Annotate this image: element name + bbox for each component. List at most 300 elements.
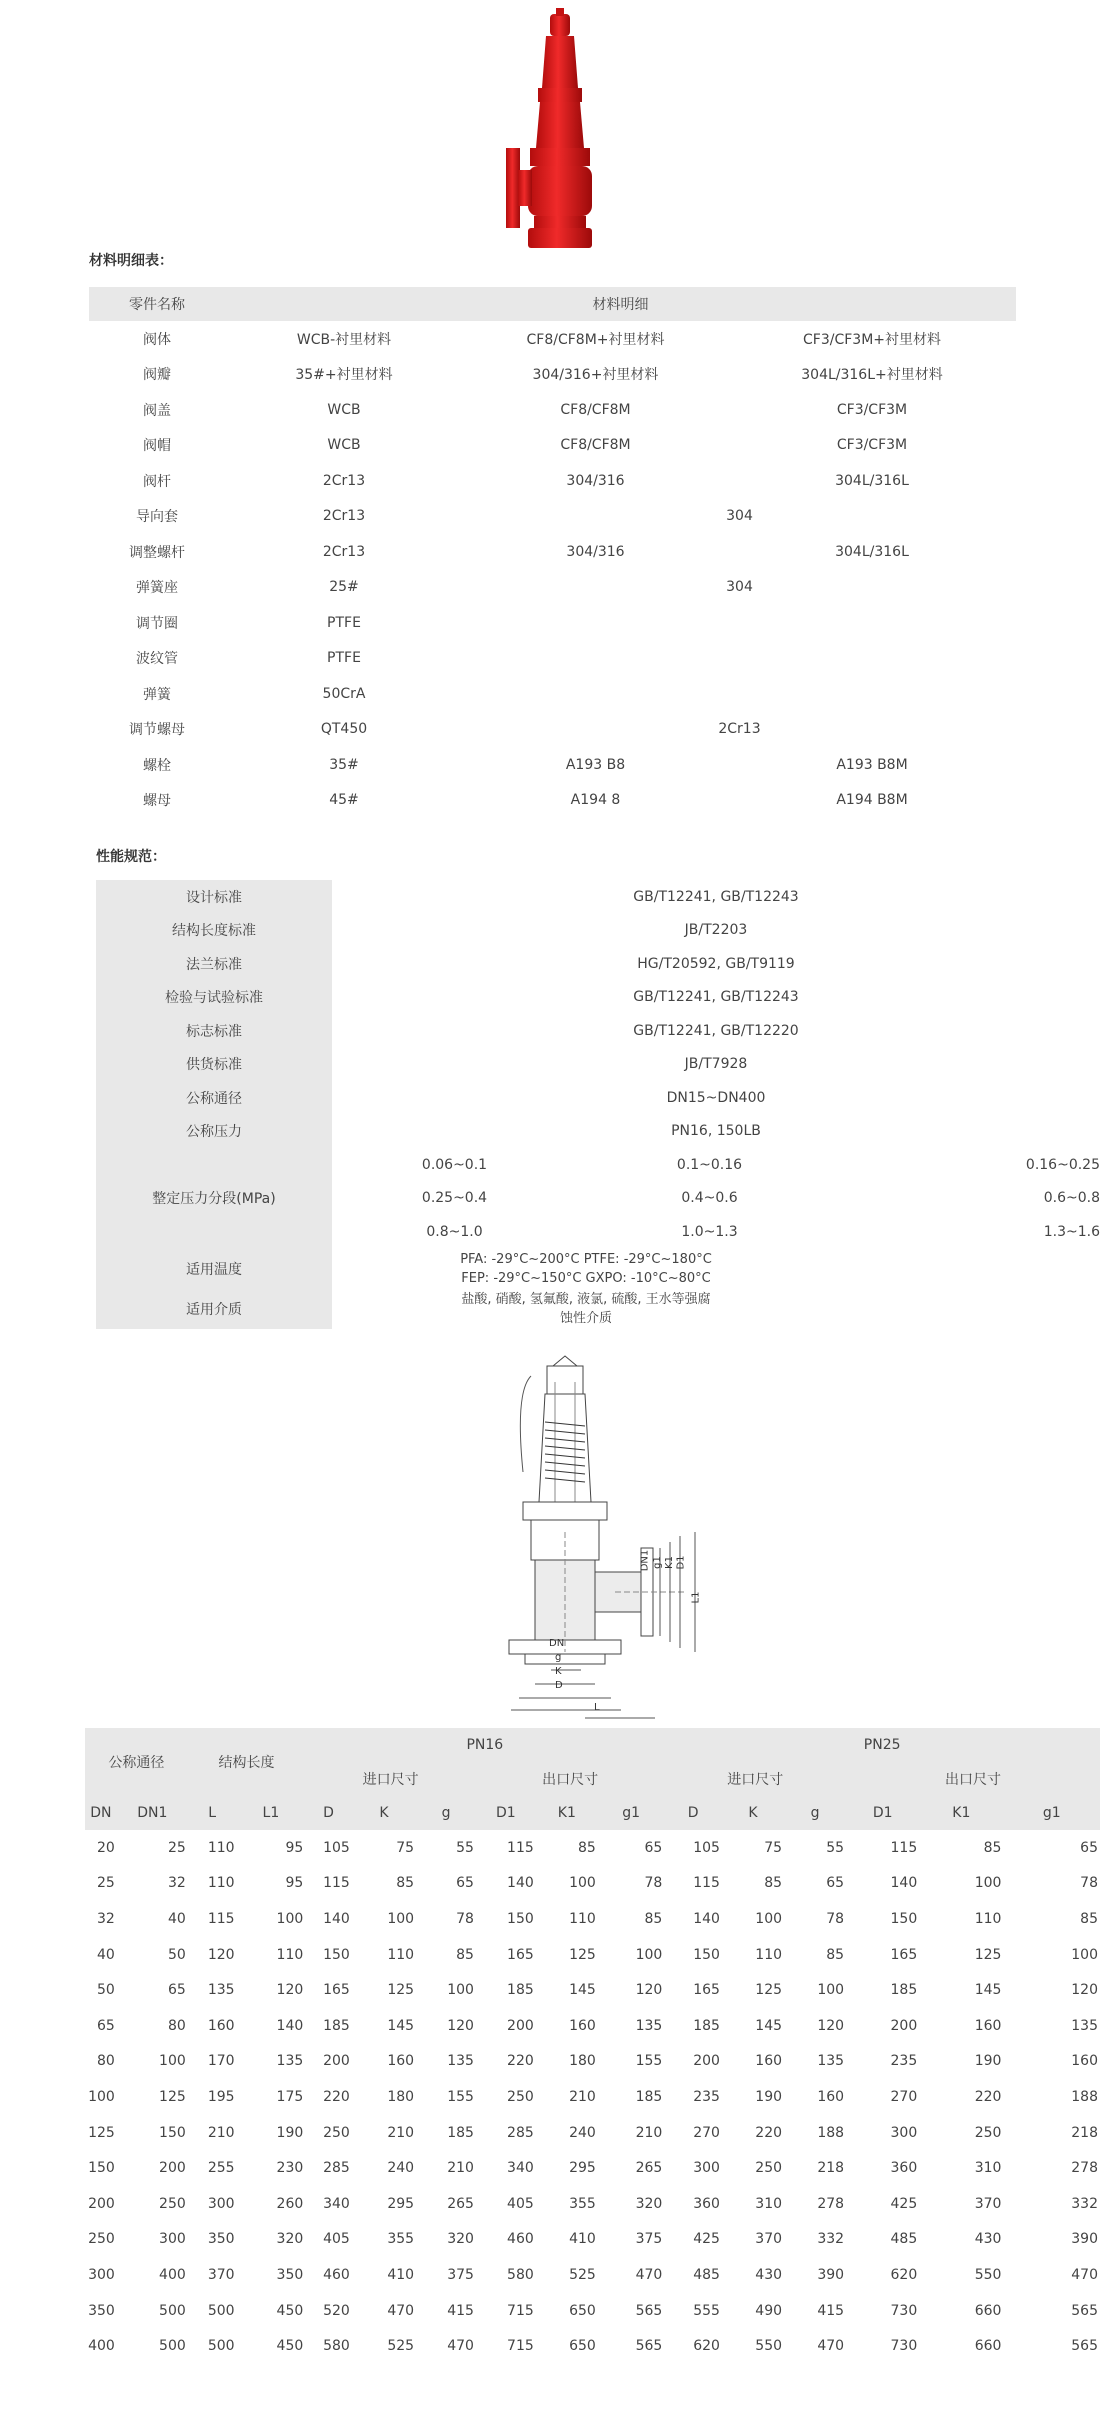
table-cell: 55 (826, 1839, 845, 1856)
column-header: K1 (536, 1796, 598, 1830)
table-cell: 165 (323, 1982, 350, 1999)
table-cell: 430 (974, 2231, 1002, 2248)
header-material-detail: 材料明细 (225, 287, 1016, 321)
table-cell: 78 (644, 1875, 663, 1892)
table-cell: 285 (323, 2160, 350, 2177)
table-cell: 715 (507, 2338, 534, 2355)
table-cell: 350 (207, 2231, 235, 2248)
table-cell: 210 (447, 2160, 474, 2177)
table-cell: 200 (890, 2017, 918, 2034)
table-cell: 520 (323, 2302, 350, 2319)
table-cell: 135 (207, 1982, 235, 1999)
table-cell: 460 (507, 2231, 534, 2248)
table-row: 阀杆 2Cr13 304/316 304L/316L (143, 472, 909, 490)
table-cell: 110 (276, 1946, 304, 1963)
table-cell: 125 (88, 2124, 115, 2141)
table-cell: 200 (159, 2160, 186, 2177)
column-header: g (784, 1796, 846, 1830)
table-cell: 155 (447, 2088, 474, 2105)
table-row (85, 2222, 1100, 2258)
table-cell: 65 (1080, 1839, 1098, 1856)
table-cell: 135 (635, 2017, 663, 2034)
table-cell: 190 (755, 2088, 783, 2105)
table-row (85, 2293, 1100, 2329)
column-header: D1 (476, 1796, 536, 1830)
table-cell: 565 (635, 2338, 663, 2355)
table-cell: 240 (387, 2160, 415, 2177)
table-cell: 50 (97, 1982, 115, 1999)
table-cell: 235 (890, 2053, 918, 2070)
table-cell: 160 (974, 2017, 1002, 2034)
column-header: D (664, 1796, 722, 1830)
table-cell: 80 (97, 2053, 115, 2070)
table-row: 结构长度标准 JB/T2203 (96, 914, 1100, 948)
table-cell: 180 (569, 2053, 596, 2070)
drawing-label-dn1: DN1 (639, 1549, 651, 1572)
table-cell: 660 (974, 2338, 1002, 2355)
dimensions-table (85, 1728, 1100, 2364)
table-cell: 500 (207, 2338, 235, 2355)
table-cell: 125 (159, 2088, 186, 2105)
table-cell: 580 (507, 2266, 534, 2283)
table-cell: 100 (635, 1946, 663, 1963)
drawing-label-k1: K1 (663, 1556, 675, 1569)
table-cell: 220 (974, 2088, 1002, 2105)
table-cell: 115 (507, 1839, 534, 1856)
table-cell: 405 (507, 2195, 534, 2212)
table-cell: 115 (890, 1839, 918, 1856)
materials-heading: 材料明细表： (89, 253, 173, 269)
table-row: 阀帽 WCB CF8/CF8M CF3/CF3M (143, 437, 908, 455)
dimensions-header-row-2: 进口尺寸 出口尺寸 进口尺寸 出口尺寸 (85, 1762, 1100, 1796)
table-cell: 470 (447, 2338, 474, 2355)
table-row: 阀瓣 35#+衬里材料 304/316+衬里材料 304L/316L+衬里材料 (143, 367, 943, 384)
column-header: g1 (1003, 1796, 1100, 1830)
table-cell: 210 (635, 2124, 663, 2141)
table-cell: 135 (447, 2053, 474, 2070)
table-cell: 660 (974, 2302, 1002, 2319)
table-cell: 265 (447, 2195, 474, 2212)
table-cell: 310 (755, 2195, 783, 2212)
table-row (85, 1972, 1100, 2008)
drawing-label-g: g (555, 1652, 562, 1663)
table-cell: 100 (569, 1875, 596, 1892)
table-cell: 355 (569, 2195, 596, 2212)
table-cell: 250 (507, 2088, 534, 2105)
table-cell: 20 (97, 1839, 115, 1856)
table-cell: 525 (569, 2266, 596, 2283)
table-cell: 218 (817, 2160, 845, 2177)
table-cell: 120 (447, 2017, 474, 2034)
table-cell: 550 (755, 2338, 783, 2355)
table-cell: 550 (974, 2266, 1002, 2283)
table-cell: 188 (817, 2124, 845, 2141)
table-cell: 490 (755, 2302, 783, 2319)
table-cell: 360 (890, 2160, 918, 2177)
table-cell: 125 (974, 1946, 1002, 1963)
table-row: 导向套 2Cr13 304 (136, 508, 753, 526)
table-cell: 65 (456, 1875, 474, 1892)
drawing-label-l: L (594, 1702, 600, 1713)
table-cell: 160 (1071, 2053, 1098, 2070)
table-cell: 40 (97, 1946, 115, 1963)
table-cell: 50 (167, 1946, 186, 1963)
table-cell: 165 (693, 1982, 720, 1999)
table-cell: 185 (447, 2124, 474, 2141)
table-cell: 185 (890, 1982, 918, 1999)
header-structure-length: 结构长度 (188, 1728, 305, 1796)
table-cell: 405 (323, 2231, 350, 2248)
table-cell: 145 (755, 2017, 783, 2034)
column-header: D (305, 1796, 352, 1830)
table-cell: 230 (276, 2160, 304, 2177)
table-cell: 120 (817, 2017, 845, 2034)
table-cell: 415 (447, 2302, 474, 2319)
table-cell: 185 (693, 2017, 720, 2034)
table-cell: 140 (890, 1875, 918, 1892)
table-cell: 500 (159, 2302, 186, 2319)
table-cell: 715 (507, 2302, 534, 2319)
table-row: 螺栓 35# A193 B8 A193 B8M (143, 756, 908, 774)
table-cell: 145 (387, 2017, 415, 2034)
table-cell: 470 (635, 2266, 663, 2283)
table-cell: 85 (396, 1875, 415, 1892)
table-cell: 355 (387, 2231, 415, 2248)
table-cell: 55 (456, 1839, 474, 1856)
table-row: 调节螺母 QT450 2Cr13 (129, 721, 761, 739)
table-cell: 470 (817, 2338, 845, 2355)
temperature-row: 适用温度 PFA: -29°C~200°C PTFE: -29°C~180°C FEP: -29°C~150°C GXPO: -10°C~80°C (96, 1249, 1100, 1289)
table-cell: 120 (276, 1982, 304, 1999)
table-cell: 270 (693, 2124, 720, 2141)
column-header: K (722, 1796, 784, 1830)
table-cell: 85 (456, 1946, 474, 1963)
table-row (85, 2115, 1100, 2151)
table-cell: 165 (890, 1946, 918, 1963)
column-header: g (416, 1796, 476, 1830)
table-cell: 160 (207, 2017, 235, 2034)
table-cell: 150 (323, 1946, 350, 1963)
materials-header-row (89, 287, 1016, 321)
dimensions-header-row-3 (85, 1796, 1100, 1830)
valve-technical-drawing (495, 1352, 715, 1722)
table-cell: 390 (1071, 2231, 1098, 2248)
pressure-label: 整定压力分段(MPa) (96, 1148, 332, 1249)
table-row (85, 1937, 1100, 1973)
table-cell: 115 (323, 1875, 350, 1892)
table-row: 检验与试验标准 GB/T12241, GB/T12243 (96, 981, 1100, 1015)
table-cell: 85 (983, 1839, 1002, 1856)
table-cell: 140 (507, 1875, 534, 1892)
table-cell: 32 (97, 1910, 115, 1927)
table-row: 弹簧 50CrA (143, 685, 366, 703)
table-cell: 565 (1071, 2338, 1098, 2355)
table-row (85, 2186, 1100, 2222)
table-row: 法兰标准 HG/T20592, GB/T9119 (96, 947, 1100, 981)
table-cell: 185 (507, 1982, 534, 1999)
drawing-label-d: D (555, 1680, 563, 1691)
table-cell: 85 (578, 1839, 596, 1856)
table-cell: 185 (323, 2017, 350, 2034)
table-row: 螺母 45# A194 8 A194 B8M (143, 792, 908, 810)
table-cell: 150 (507, 1910, 534, 1927)
table-cell: 218 (1071, 2124, 1098, 2141)
table-row: 阀体 WCB-衬里材料 CF8/CF8M+衬里材料 CF3/CF3M+衬里材料 (143, 331, 941, 348)
column-header: K1 (919, 1796, 1003, 1830)
table-cell: 235 (693, 2088, 720, 2105)
table-cell: 188 (1071, 2088, 1098, 2105)
table-cell: 400 (159, 2266, 186, 2283)
table-cell: 95 (285, 1839, 304, 1856)
table-cell: 135 (276, 2053, 304, 2070)
column-header: L1 (237, 1796, 306, 1830)
table-cell: 320 (635, 2195, 663, 2212)
table-row: 调节圈 PTFE (136, 614, 361, 632)
table-cell: 100 (88, 2088, 115, 2105)
table-row (85, 2328, 1100, 2364)
column-header: K (352, 1796, 416, 1830)
pressure-row: 整定压力分段(MPa) 0.06~0.1 0.1~0.16 0.16~0.25 (96, 1148, 1100, 1182)
table-cell: 250 (755, 2160, 783, 2177)
table-cell: 220 (507, 2053, 534, 2070)
table-cell: 75 (396, 1839, 415, 1856)
table-cell: 65 (167, 1982, 186, 1999)
table-cell: 165 (507, 1946, 534, 1963)
table-cell: 295 (387, 2195, 415, 2212)
table-cell: 350 (276, 2266, 304, 2283)
table-cell: 78 (456, 1910, 474, 1927)
table-cell: 260 (276, 2195, 304, 2212)
table-cell: 115 (207, 1910, 235, 1927)
table-cell: 85 (826, 1946, 845, 1963)
table-cell: 240 (569, 2124, 596, 2141)
table-cell: 25 (167, 1839, 186, 1856)
table-row (85, 2008, 1100, 2044)
table-cell: 180 (387, 2088, 415, 2105)
table-cell: 80 (167, 2017, 186, 2034)
table-cell: 140 (323, 1910, 350, 1927)
table-cell: 100 (387, 1910, 415, 1927)
table-cell: 470 (387, 2302, 415, 2319)
table-cell: 410 (569, 2231, 596, 2248)
table-cell: 200 (507, 2017, 534, 2034)
table-cell: 220 (755, 2124, 783, 2141)
table-cell: 65 (97, 2017, 115, 2034)
table-cell: 415 (817, 2302, 845, 2319)
table-cell: 145 (569, 1982, 596, 1999)
table-cell: 100 (447, 1982, 474, 1999)
table-cell: 120 (207, 1946, 235, 1963)
table-cell: 250 (974, 2124, 1002, 2141)
table-cell: 100 (276, 1910, 304, 1927)
table-cell: 250 (88, 2231, 115, 2248)
table-cell: 135 (1071, 2017, 1098, 2034)
drawing-label-dn: DN (549, 1638, 565, 1649)
medium-row: 适用介质 盐酸, 硝酸, 氢氟酸, 液氯, 硫酸, 王水等强腐 蚀性介质 (96, 1289, 1100, 1329)
table-cell: 150 (693, 1946, 720, 1963)
table-cell: 105 (693, 1839, 720, 1856)
table-cell: 160 (387, 2053, 415, 2070)
table-cell: 125 (387, 1982, 415, 1999)
table-cell: 105 (323, 1839, 350, 1856)
table-cell: 310 (974, 2160, 1002, 2177)
table-cell: 565 (635, 2302, 663, 2319)
table-row: 供货标准 JB/T7928 (96, 1048, 1100, 1082)
table-row (85, 2079, 1100, 2115)
table-cell: 332 (1071, 2195, 1098, 2212)
table-row: 设计标准 GB/T12241, GB/T12243 (96, 880, 1100, 914)
table-cell: 100 (1071, 1946, 1098, 1963)
table-cell: 375 (635, 2231, 663, 2248)
table-cell: 40 (167, 1910, 186, 1927)
pressure-row: 0.8~1.0 1.0~1.3 1.3~1.6 (426, 1223, 1100, 1240)
table-cell: 210 (387, 2124, 415, 2141)
table-cell: 450 (276, 2302, 304, 2319)
table-cell: 565 (1071, 2302, 1098, 2319)
table-cell: 320 (447, 2231, 474, 2248)
table-cell: 140 (276, 2017, 304, 2034)
table-cell: 620 (890, 2266, 918, 2283)
table-cell: 320 (276, 2231, 304, 2248)
table-cell: 150 (88, 2160, 115, 2177)
table-cell: 78 (826, 1910, 845, 1927)
table-cell: 78 (1080, 1875, 1098, 1892)
table-cell: 340 (323, 2195, 350, 2212)
column-header: DN1 (117, 1796, 188, 1830)
performance-heading: 性能规范： (96, 849, 166, 865)
table-cell: 25 (97, 1875, 115, 1892)
table-cell: 485 (890, 2231, 918, 2248)
table-cell: 285 (507, 2124, 534, 2141)
table-cell: 220 (323, 2088, 350, 2105)
table-cell: 210 (207, 2124, 235, 2141)
column-header: L (188, 1796, 237, 1830)
table-cell: 110 (569, 1910, 596, 1927)
column-header: g1 (598, 1796, 665, 1830)
table-cell: 120 (635, 1982, 663, 1999)
table-cell: 135 (817, 2053, 845, 2070)
valve-product-image (500, 8, 620, 253)
table-cell: 210 (569, 2088, 596, 2105)
table-cell: 190 (276, 2124, 304, 2141)
table-row: 调整螺杆 2Cr13 304/316 304L/316L (129, 543, 909, 561)
table-cell: 332 (817, 2231, 845, 2248)
table-cell: 160 (569, 2017, 596, 2034)
column-header: D1 (846, 1796, 919, 1830)
table-cell: 300 (207, 2195, 235, 2212)
drawing-label-k: K (555, 1666, 562, 1677)
table-cell: 110 (974, 1910, 1002, 1927)
table-cell: 270 (890, 2088, 918, 2105)
table-cell: 85 (764, 1875, 783, 1892)
table-cell: 375 (447, 2266, 474, 2283)
table-row (85, 1830, 1100, 1866)
header-nominal-diameter: 公称通径 (85, 1728, 188, 1796)
table-cell: 160 (817, 2088, 845, 2105)
table-cell: 470 (1071, 2266, 1098, 2283)
table-cell: 300 (159, 2231, 186, 2248)
table-cell: 650 (569, 2338, 596, 2355)
table-cell: 300 (693, 2160, 720, 2177)
table-cell: 140 (693, 1910, 720, 1927)
table-row (85, 1866, 1100, 1902)
dimensions-body (85, 1830, 1100, 2364)
table-cell: 295 (569, 2160, 596, 2177)
table-cell: 730 (890, 2338, 918, 2355)
materials-table (89, 287, 1016, 818)
table-cell: 195 (207, 2088, 235, 2105)
table-cell: 200 (693, 2053, 720, 2070)
drawing-label-d1: D1 (675, 1555, 687, 1570)
table-row: 公称通径 DN15~DN400 (96, 1081, 1100, 1115)
table-cell: 370 (755, 2231, 783, 2248)
table-cell: 500 (159, 2338, 186, 2355)
table-cell: 100 (974, 1875, 1002, 1892)
table-cell: 340 (507, 2160, 534, 2177)
table-cell: 425 (693, 2231, 720, 2248)
table-cell: 425 (890, 2195, 918, 2212)
table-cell: 460 (323, 2266, 350, 2283)
table-cell: 450 (276, 2338, 304, 2355)
table-cell: 265 (635, 2160, 663, 2177)
drawing-label-g1: g1 (651, 1556, 663, 1569)
table-cell: 485 (693, 2266, 720, 2283)
table-row (85, 2257, 1100, 2293)
drawing-label-l1: L1 (690, 1591, 702, 1604)
table-cell: 278 (817, 2195, 845, 2212)
table-cell: 730 (890, 2302, 918, 2319)
table-cell: 360 (693, 2195, 720, 2212)
table-row (85, 1901, 1100, 1937)
table-cell: 170 (207, 2053, 235, 2070)
table-cell: 110 (207, 1875, 235, 1892)
table-cell: 555 (693, 2302, 720, 2319)
table-cell: 150 (159, 2124, 186, 2141)
table-cell: 650 (569, 2302, 596, 2319)
header-part-name: 零件名称 (89, 287, 225, 321)
table-cell: 250 (159, 2195, 186, 2212)
table-cell: 95 (285, 1875, 304, 1892)
table-cell: 110 (755, 1946, 783, 1963)
table-cell: 255 (207, 2160, 235, 2177)
table-cell: 430 (755, 2266, 783, 2283)
table-cell: 125 (755, 1982, 783, 1999)
table-row: 波纹管 PTFE (136, 650, 361, 668)
table-cell: 120 (1071, 1982, 1098, 1999)
table-cell: 75 (764, 1839, 783, 1856)
table-cell: 410 (387, 2266, 415, 2283)
table-cell: 350 (88, 2302, 115, 2319)
table-cell: 155 (635, 2053, 663, 2070)
table-cell: 100 (159, 2053, 186, 2070)
table-cell: 65 (644, 1839, 663, 1856)
table-cell: 580 (323, 2338, 350, 2355)
table-cell: 370 (974, 2195, 1002, 2212)
table-row: 阀盖 WCB CF8/CF8M CF3/CF3M (143, 401, 908, 419)
table-cell: 110 (207, 1839, 235, 1856)
performance-table (96, 880, 1100, 1329)
table-cell: 150 (890, 1910, 918, 1927)
table-cell: 85 (644, 1910, 663, 1927)
table-cell: 145 (974, 1982, 1002, 1999)
table-cell: 160 (755, 2053, 783, 2070)
table-row: 弹簧座 25# 304 (136, 579, 753, 597)
table-cell: 185 (635, 2088, 663, 2105)
header-pn16: PN16 (305, 1728, 664, 1762)
table-cell: 100 (817, 1982, 845, 1999)
table-cell: 370 (207, 2266, 235, 2283)
table-cell: 32 (167, 1875, 186, 1892)
